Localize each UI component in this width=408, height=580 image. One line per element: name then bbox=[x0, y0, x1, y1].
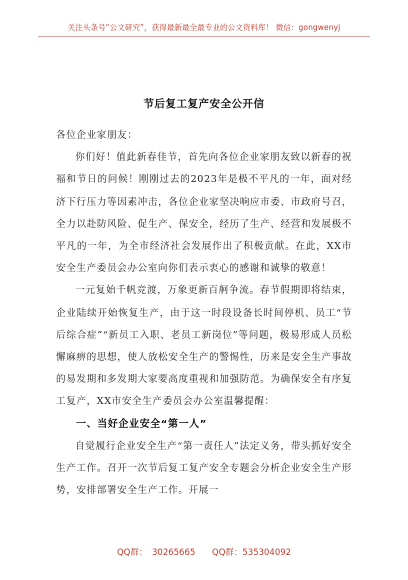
header-banner: 关注头条号“公文研究”，获得最新最全最专业的公文资料库！ 微信：gongwenyj bbox=[67, 23, 341, 32]
qq-group-2: QQ群：535304092 bbox=[212, 548, 292, 558]
header-divider bbox=[38, 36, 370, 37]
salutation: 各位企业家朋友： bbox=[56, 130, 138, 141]
qq-group-1: QQ群： 30265665 bbox=[116, 548, 196, 558]
document-title: 节后复工复产安全公开信 bbox=[143, 98, 265, 110]
body-paragraph: 一元复始千帆竞渡，万象更新百舸争流。春节假期即将结束，企业陆续开始恢复生产，由于这一时段设备长时间停机、员工“节后综合症”“新员工入职、老员工新岗位”等问题，极易形成人员松懈麻痹的思想，使人放松安全生产的警惕性，历来是安全生产事故的易发期和多发期大家要高度重视和加强防范。为确保安全有序复工复产，XX市安全生产委员会办公室温馨提醒： bbox=[56, 285, 352, 408]
footer-contact bbox=[0, 546, 408, 558]
section-paragraph: 自觉履行企业安全生产“第一责任人”法定义务，带头抓好安全生产工作。召开一次节后复工复产安全专题会分析企业安全生产形势，安排部署安全生产工作。开展一 bbox=[56, 440, 352, 497]
section-heading: 一、当好企业安全“第一人” bbox=[76, 418, 207, 430]
document-body bbox=[56, 125, 352, 502]
body-paragraph: 你们好！值此新春佳节，首先向各位企业家朋友致以新春的祝福和节日的问候！刚刚过去的2023年是极不平凡的一年，面对经济下行压力等因素冲击，各位企业家坚决响应市委、市政府号召，全力以赴防风险、促生产、保安全，经历了生产、经营和发展极不平凡的一年，为全市经济社会发展作出了积极贡献。在此，XX市安全生产委员会办公室向你们表示衷心的感谢和诚挚的敬意！ bbox=[56, 152, 352, 275]
